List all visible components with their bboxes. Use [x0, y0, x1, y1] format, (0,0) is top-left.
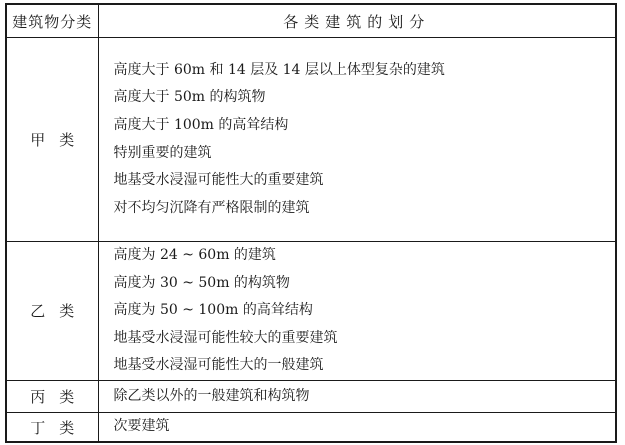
division-cell — [98, 38, 616, 242]
category-cell — [6, 38, 98, 242]
building-classification-table — [5, 3, 617, 443]
table-row — [6, 412, 616, 442]
division-item: 次要建筑 — [113, 418, 170, 435]
category-label: 丙类 — [30, 387, 89, 406]
division-item: 高度大于 50m 的构筑物 — [113, 89, 266, 106]
division-cell — [98, 380, 616, 412]
division-item: 地基受水浸湿可能性大的重要建筑 — [113, 172, 324, 189]
division-item: 高度大于 60m 和 14 层及 14 层以上体型复杂的建筑 — [113, 61, 445, 78]
division-item: 地基受水浸湿可能性较大的重要建筑 — [113, 329, 338, 346]
category-label: 乙类 — [30, 302, 89, 321]
table-row — [6, 380, 616, 412]
division-cell — [98, 242, 616, 381]
division-item: 除乙类以外的一般建筑和构筑物 — [113, 387, 310, 404]
category-cell — [6, 412, 98, 442]
division-item: 高度为 30 ~ 50m 的构筑物 — [113, 274, 290, 291]
division-item: 特别重要的建筑 — [113, 144, 212, 161]
category-label: 丁类 — [30, 418, 89, 437]
category-cell — [6, 380, 98, 412]
division-item: 高度为 50 ~ 100m 的高耸结构 — [113, 302, 313, 319]
division-item: 高度大于 100m 的高耸结构 — [113, 116, 289, 133]
header-category: 建筑物分类 — [6, 4, 98, 38]
table-row — [6, 38, 616, 242]
division-item: 高度为 24 ~ 60m 的建筑 — [113, 247, 276, 263]
category-cell — [6, 242, 98, 381]
division-item: 对不均匀沉降有严格限制的建筑 — [113, 199, 310, 216]
division-cell — [98, 412, 616, 442]
header-division: 各类建筑的划分 — [98, 4, 616, 38]
category-label: 甲类 — [30, 131, 89, 149]
division-item: 地基受水浸湿可能性大的一般建筑 — [113, 357, 324, 374]
table-header-row — [6, 4, 616, 38]
table-row — [6, 242, 616, 381]
